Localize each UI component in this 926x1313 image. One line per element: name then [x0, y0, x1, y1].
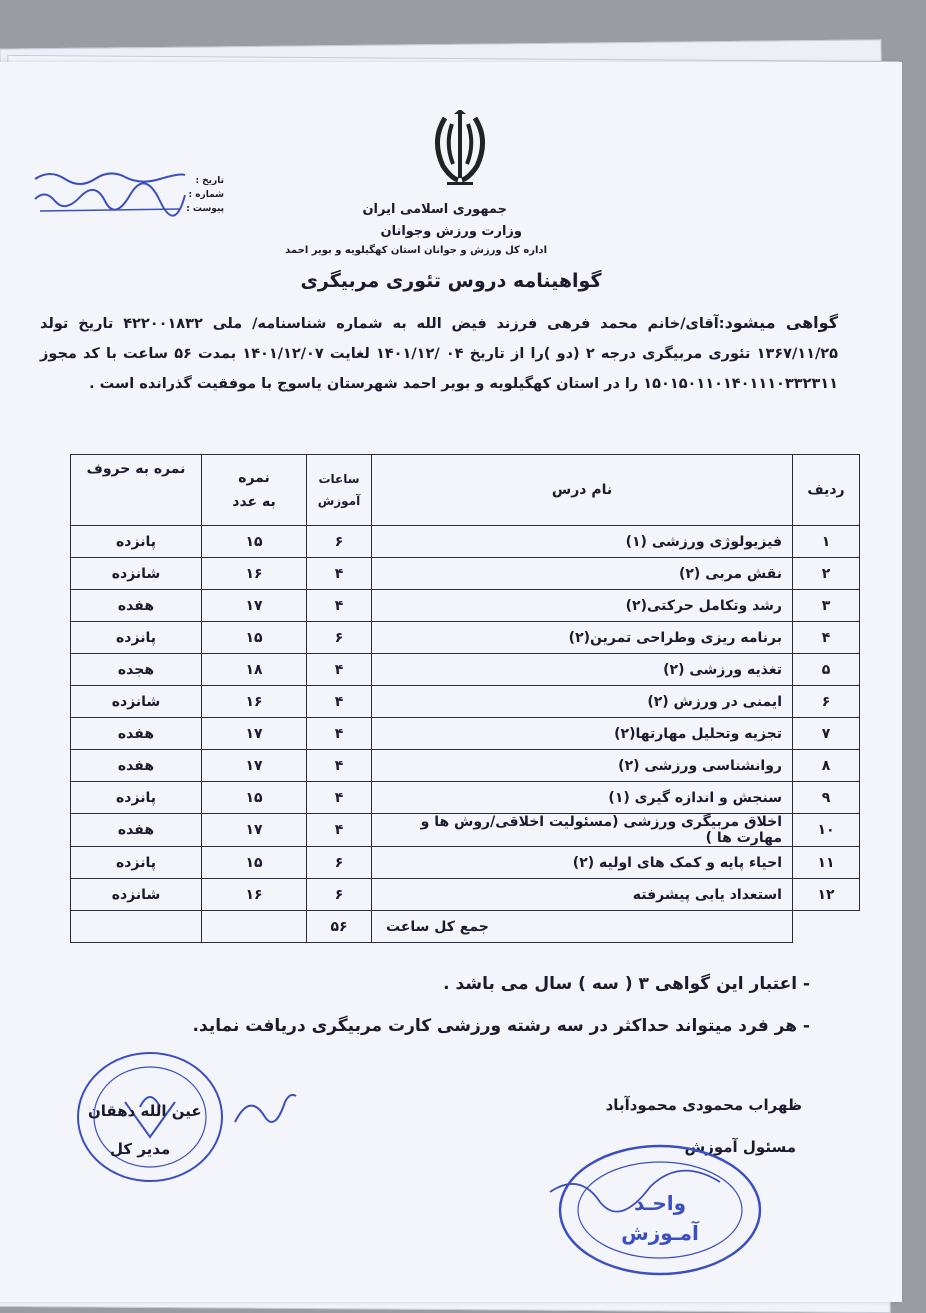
score-digits: ۱۵	[202, 782, 307, 814]
note-limit: - هر فرد میتواند حداکثر در سه رشته ورزشی کارت مربیگری دریافت نماید.	[192, 1016, 810, 1036]
course-name: اخلاق مربیگری ورزشی (مسئولیت اخلاقی/روش ها و مهارت ها )	[372, 814, 793, 847]
grades-table	[70, 454, 860, 943]
score-words: پانزده	[71, 622, 202, 654]
number-label: شماره :	[188, 190, 224, 200]
col-score-digits	[202, 455, 307, 526]
course-name: ایمنی در ورزش (۲)	[372, 686, 793, 718]
certificate-page	[0, 62, 902, 1302]
course-name: استعداد یابی پیشرفته	[372, 879, 793, 911]
stamp-unit-line1: واحـد	[633, 1191, 687, 1215]
course-name: برنامه ریزی وطراحی تمرین(۲)	[372, 622, 793, 654]
score-words: هفده	[71, 750, 202, 782]
course-hours: ۴	[307, 590, 372, 622]
score-digits: ۱۵	[202, 847, 307, 879]
score-words: هفده	[71, 590, 202, 622]
score-words: شانزده	[71, 879, 202, 911]
header-department: اداره کل ورزش و جوانان استان کهگیلویه و بویر احمد	[285, 245, 547, 256]
row-number: ۲	[793, 558, 860, 590]
course-name: سنجش و اندازه گیری (۱)	[372, 782, 793, 814]
certificate-body	[40, 308, 838, 399]
col-score-digits-line2: به عدد	[232, 494, 276, 510]
handwritten-reference	[30, 167, 190, 217]
total-hours: ۵۶	[307, 911, 372, 943]
col-course: نام درس	[372, 455, 793, 526]
score-digits: ۱۶	[202, 686, 307, 718]
signatory-director-name: عین الله دهقان	[88, 1102, 202, 1120]
iran-emblem-icon	[425, 110, 495, 190]
score-words: پانزده	[71, 847, 202, 879]
score-words: پانزده	[71, 526, 202, 558]
table-row	[71, 814, 860, 847]
course-hours: ۴	[307, 718, 372, 750]
score-words: شانزده	[71, 686, 202, 718]
score-words: هفده	[71, 718, 202, 750]
row-number: ۱۲	[793, 879, 860, 911]
total-row	[71, 911, 860, 943]
course-name: فیزیولوژی ورزشی (۱)	[372, 526, 793, 558]
course-hours: ۴	[307, 814, 372, 847]
course-hours: ۶	[307, 526, 372, 558]
table-row	[71, 590, 860, 622]
col-row: ردیف	[793, 455, 860, 526]
table-row	[71, 718, 860, 750]
table-row	[71, 879, 860, 911]
row-number: ۹	[793, 782, 860, 814]
body-lead: گواهی میشود	[724, 313, 838, 332]
table-row	[71, 847, 860, 879]
row-number: ۱	[793, 526, 860, 558]
col-hours	[307, 455, 372, 526]
course-name: رشد وتکامل حرکتی(۲)	[372, 590, 793, 622]
course-hours: ۶	[307, 879, 372, 911]
score-digits: ۱۷	[202, 814, 307, 847]
table-body	[71, 526, 860, 911]
table-row	[71, 526, 860, 558]
col-score-digits-line1: نمره	[238, 470, 270, 486]
score-digits: ۱۷	[202, 718, 307, 750]
header-ministry: وزارت ورزش وجوانان	[380, 224, 522, 239]
score-digits: ۱۷	[202, 590, 307, 622]
body-text: :آقای/خانم محمد فرهی فرزند فیض الله به شماره شناسنامه/ ملی ۴۲۲۰۰۱۸۳۲ تاریخ تولد ۱۳۶۷/۱۱/۲۵ تئوری مربیگری درجه ۲ (دو )را از تاریخ ۰۴ /۱۴۰۱/۱۲ لغایت ۱۴۰۱/۱۲/۰۷ بمدت ۵۶ ساعت با کد مجوز ۱۵۰۱۵۰۱۱۰۱۴۰۱۱۱۰۳۳۲۳۱۱ را در استان کهگیلویه و بویر احمد شهرستان یاسوج با موفقیت گذرانده است .	[40, 316, 838, 392]
attachment-label: پیوست :	[186, 204, 224, 214]
col-hours-line2: آموزش	[317, 494, 361, 508]
row-number: ۸	[793, 750, 860, 782]
oval-stamp-education-unit	[540, 1132, 770, 1282]
total-label: جمع کل ساعت	[372, 911, 793, 943]
table-row	[71, 686, 860, 718]
score-digits: ۱۵	[202, 622, 307, 654]
signatory-education-role: مسئول آموزش	[684, 1138, 796, 1156]
course-name: روانشناسی ورزشی (۲)	[372, 750, 793, 782]
score-words: پانزده	[71, 782, 202, 814]
score-words: شانزده	[71, 558, 202, 590]
table-row	[71, 782, 860, 814]
score-digits: ۱۶	[202, 558, 307, 590]
table-row	[71, 750, 860, 782]
row-number: ۷	[793, 718, 860, 750]
table-row	[71, 654, 860, 686]
course-name: نقش مربی (۲)	[372, 558, 793, 590]
course-hours: ۶	[307, 847, 372, 879]
course-name: تجزیه وتحلیل مهارتها(۲)	[372, 718, 793, 750]
col-hours-line1: ساعات	[318, 472, 360, 486]
header-country: جمهوری اسلامی ایران	[362, 202, 507, 217]
course-hours: ۴	[307, 686, 372, 718]
date-label: تاریخ :	[195, 176, 224, 186]
note-validity: - اعتبار این گواهی ۳ ( سه ) سال می باشد .	[443, 974, 810, 994]
director-signature	[230, 1082, 300, 1142]
row-number: ۴	[793, 622, 860, 654]
row-number: ۱۱	[793, 847, 860, 879]
score-words: هجده	[71, 654, 202, 686]
row-number: ۶	[793, 686, 860, 718]
table-row	[71, 558, 860, 590]
course-hours: ۴	[307, 654, 372, 686]
signatory-education-name: ظهراب محمودی محمودآباد	[605, 1096, 802, 1114]
table-row	[71, 622, 860, 654]
row-number: ۱۰	[793, 814, 860, 847]
course-name: احیاء پایه و کمک های اولیه (۲)	[372, 847, 793, 879]
score-digits: ۱۸	[202, 654, 307, 686]
course-hours: ۴	[307, 558, 372, 590]
course-hours: ۶	[307, 622, 372, 654]
score-words: هفده	[71, 814, 202, 847]
row-number: ۳	[793, 590, 860, 622]
course-hours: ۴	[307, 750, 372, 782]
certificate-title: گواهینامه دروس تئوری مربیگری	[300, 270, 602, 292]
signatory-director-role: مدیر کل	[110, 1140, 171, 1158]
stamp-unit-line2: آمـوزش	[621, 1221, 699, 1245]
col-score-words: نمره به حروف	[71, 455, 202, 526]
score-digits: ۱۶	[202, 879, 307, 911]
course-hours: ۴	[307, 782, 372, 814]
table-header-row	[71, 455, 860, 526]
row-number: ۵	[793, 654, 860, 686]
score-digits: ۱۵	[202, 526, 307, 558]
score-digits: ۱۷	[202, 750, 307, 782]
course-name: تغذیه ورزشی (۲)	[372, 654, 793, 686]
